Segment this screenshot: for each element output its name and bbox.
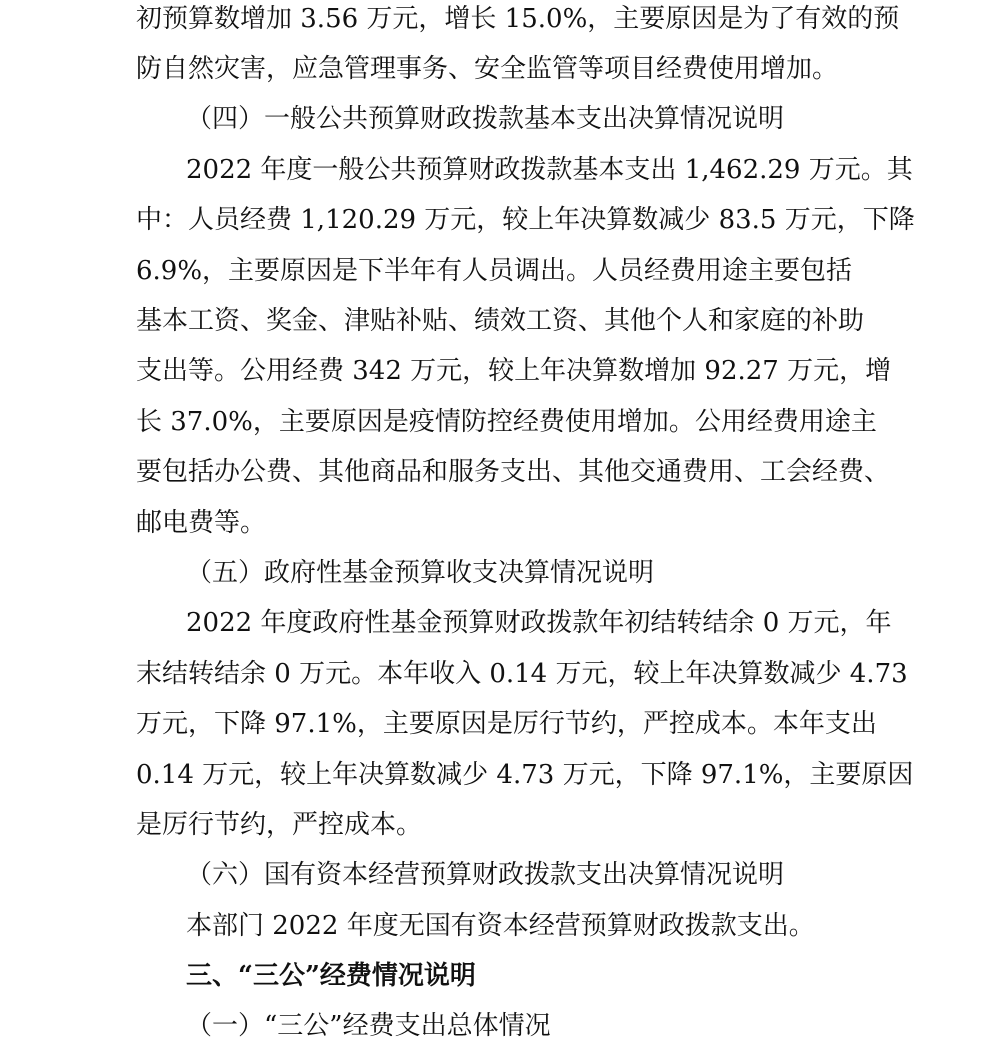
section-heading-6: （六）国有资本经营预算财政拨款支出决算情况说明 — [186, 860, 785, 890]
paragraph-line: 防自然灾害，应急管理事务、安全监管等项目经费使用增加。 — [136, 54, 839, 84]
paragraph-line: 长 37.0%，主要原因是疫情防控经费使用增加。公用经费用途主 — [136, 407, 877, 437]
paragraph-line: 2022 年度一般公共预算财政拨款基本支出 1,462.29 万元。其 — [186, 155, 913, 185]
paragraph-line: 支出等。公用经费 342 万元，较上年决算数增加 92.27 万元，增 — [136, 356, 892, 386]
paragraph-line: 万元，下降 97.1%，主要原因是厉行节约，严控成本。本年支出 — [136, 709, 877, 739]
section-heading-4: （四）一般公共预算财政拨款基本支出决算情况说明 — [186, 104, 785, 134]
chapter-heading-3: 三、“三公”经费情况说明 — [186, 961, 476, 991]
paragraph-line: 要包括办公费、其他商品和服务支出、其他交通费用、工会经费、 — [136, 457, 891, 487]
paragraph-line: 基本工资、奖金、津贴补贴、绩效工资、其他个人和家庭的补助 — [136, 306, 865, 336]
paragraph-line: 中：人员经费 1,120.29 万元，较上年决算数减少 83.5 万元，下降 — [136, 205, 915, 235]
paragraph-line: 6.9%，主要原因是下半年有人员调出。人员经费用途主要包括 — [136, 256, 853, 286]
paragraph-line: 本部门 2022 年度无国有资本经营预算财政拨款支出。 — [186, 911, 815, 941]
subsection-heading-1: （一）“三公”经费支出总体情况 — [186, 1011, 551, 1041]
paragraph-line: 是厉行节约，严控成本。 — [136, 810, 423, 840]
paragraph-line: 0.14 万元，较上年决算数减少 4.73 万元，下降 97.1%，主要原因 — [136, 760, 914, 790]
paragraph-line: 初预算数增加 3.56 万元，增长 15.0%，主要原因是为了有效的预 — [136, 4, 900, 34]
paragraph-line: 2022 年度政府性基金预算财政拨款年初结转结余 0 万元，年 — [186, 608, 892, 638]
paragraph-line: 邮电费等。 — [136, 508, 267, 538]
section-heading-5: （五）政府性基金预算收支决算情况说明 — [186, 558, 655, 588]
paragraph-line: 末结转结余 0 万元。本年收入 0.14 万元，较上年决算数减少 4.73 — [136, 659, 908, 689]
